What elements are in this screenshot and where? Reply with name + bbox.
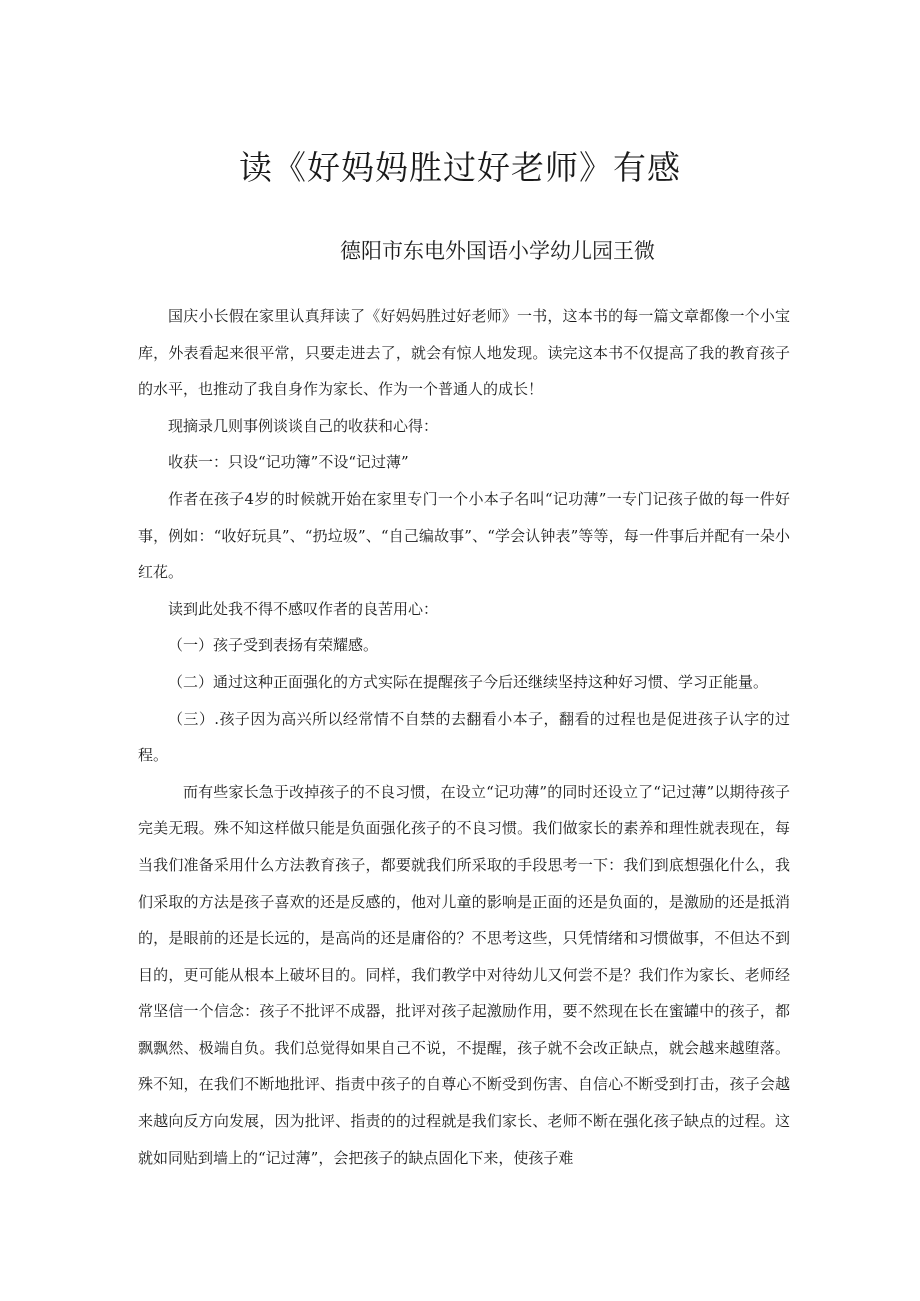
document-title: 读《好妈妈胜过好老师》有感	[239, 148, 681, 187]
paragraph: 而有些家长急于改掉孩子的不良习惯，在设立“记功薄”的同时还设立了“记过薄”以期待孩子完美无瑕。殊不知这样做只能是负面强化孩子的不良习惯。我们做家长的素养和理性就表现在，每当我们准备采用什么方法教育孩子，都要就我们所采取的手段思考一下：我们到底想强化什么，我们采取的方法是孩子喜欢的还是反感的，他对儿童的影响是正面的还是负面的，是激励的还是抵消的，是眼前的还是长远的，是高尚的还是庸俗的？不思考这些，只凭情绪和习惯做事，不但达不到目的，更可能从根本上破坏目的。同样，我们教学中对待幼儿又何尝不是？我们作为家长、老师经常坚信一个信念：孩子不批评不成器，批评对孩子起激励作用，要不然现在长在蜜罐中的孩子，都飘飘然、极端自负。我们总觉得如果自己不说，不提醒，孩子就不会改正缺点，就会越来越堕落。殊不知，在我们不断地批评、指责中孩子的自尊心不断受到伤害、自信心不断受到打击，孩子会越来越向反方向发展，因为批评、指责的的过程就是我们家长、老师不断在强化孩子缺点的过程。这就如同贴到墙上的“记过薄”，会把孩子的缺点固化下来，使孩子难	[138, 782, 790, 1167]
section-heading: 收获一：只设“记功簿”不设“记过薄”	[168, 453, 409, 472]
paragraph: 读到此处我不得不感叹作者的良苦用心：	[168, 599, 439, 618]
paragraph: 作者在孩子4岁的时候就开始在家里专门一个小本子名叫“记功薄”一专门记孩子做的每一件好事，例如：“收好玩具”、“扔垃圾”、“自己编故事”、“学会认钟表”等等，每一件事后并配有一朵小红花。	[138, 489, 790, 582]
list-item: （二）通过这种正面强化的方式实际在提醒孩子今后还继续坚持这种好习惯、学习正能量。	[168, 672, 769, 691]
list-item: （三）.孩子因为高兴所以经常情不自禁的去翻看小本子，翻看的过程也是促进孩子认字的过程。	[138, 709, 790, 765]
paragraph: 国庆小长假在家里认真拜读了《好妈妈胜过好老师》一书，这本书的每一篇文章都像一个小宝库，外表看起来很平常，只要走进去了，就会有惊人地发现。读完这本书不仅提高了我的教育孩子的水平，也推动了我自身作为家长、作为一个普通人的成长！	[138, 307, 790, 399]
list-item: （一）孩子受到表扬有荣耀感。	[168, 636, 379, 655]
paragraph: 现摘录几则事例谈谈自己的收获和心得：	[168, 416, 439, 435]
author-line: 德阳市东电外国语小学幼儿园王微	[340, 239, 655, 263]
document-body	[138, 298, 790, 1176]
